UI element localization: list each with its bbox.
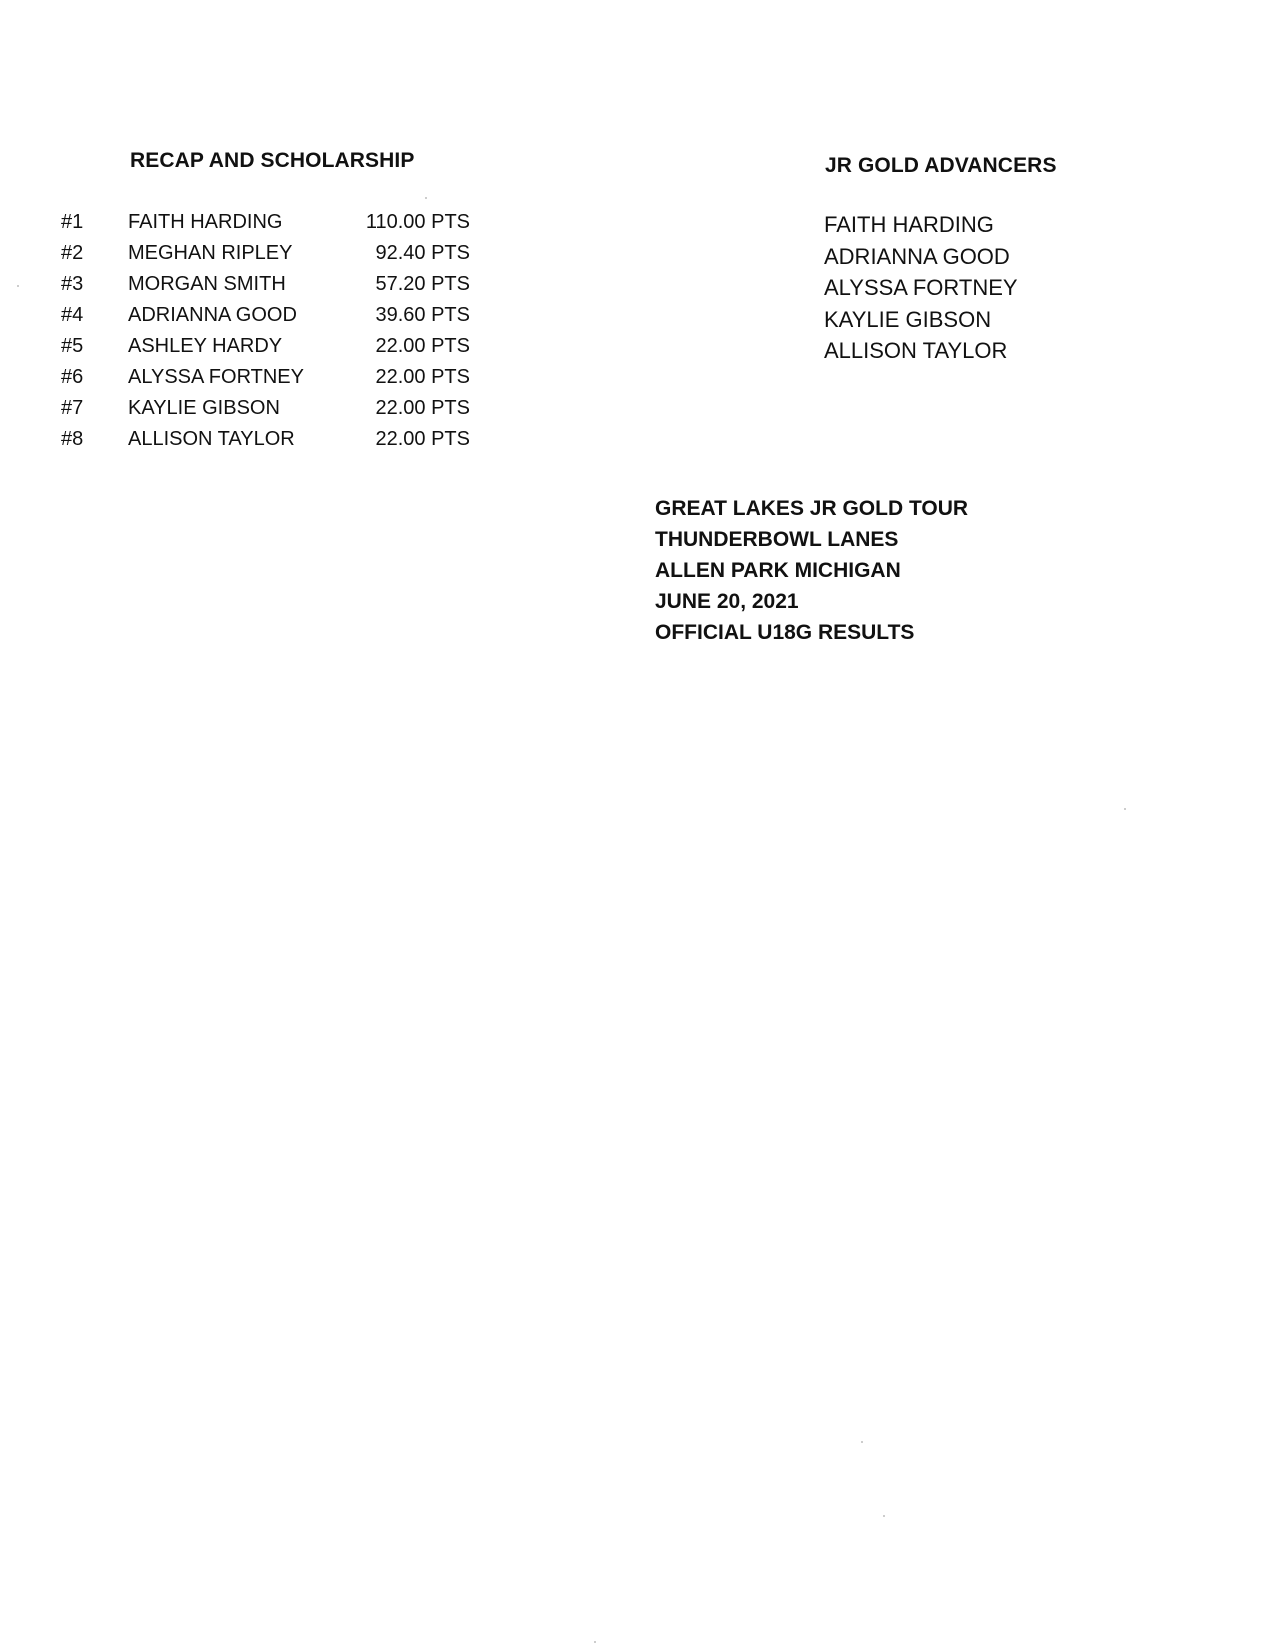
- advancer-name: ALLISON TAYLOR: [824, 338, 1008, 363]
- advancers-heading: JR GOLD ADVANCERS: [825, 154, 1057, 177]
- recap-row: [0, 397, 470, 425]
- points: 57.20 PTS: [375, 273, 470, 295]
- points: 22.00 PTS: [375, 397, 470, 419]
- recap-row: [0, 242, 470, 270]
- advancer-name: ADRIANNA GOOD: [824, 243, 1010, 269]
- rank: #8: [61, 428, 84, 450]
- bowler-name: FAITH HARDING: [128, 211, 283, 233]
- scan-speck: [425, 197, 427, 199]
- bowler-name: ASHLEY HARDY: [128, 335, 283, 357]
- rank: #4: [61, 304, 84, 326]
- rank: #5: [61, 335, 84, 357]
- points: 22.00 PTS: [375, 428, 470, 450]
- recap-row: [0, 304, 470, 332]
- rank: #1: [61, 211, 84, 233]
- points: 92.40 PTS: [375, 242, 470, 264]
- points: 39.60 PTS: [375, 304, 470, 326]
- scan-speck: [883, 1515, 885, 1517]
- scan-speck: [594, 1641, 596, 1643]
- bowler-name: ADRIANNA GOOD: [128, 304, 297, 326]
- venue-location: ALLEN PARK MICHIGAN: [655, 559, 901, 582]
- venue-name: THUNDERBOWL LANES: [655, 528, 899, 551]
- bowler-name: KAYLIE GIBSON: [128, 397, 280, 419]
- recap-row: [0, 428, 470, 456]
- points: 22.00 PTS: [375, 335, 470, 357]
- scan-speck: [1124, 808, 1126, 810]
- rank: #2: [61, 242, 84, 264]
- advancer-name: FAITH HARDING: [824, 212, 994, 237]
- bowler-name: MEGHAN RIPLEY: [128, 242, 293, 264]
- recap-row: [0, 366, 470, 394]
- results-division: OFFICIAL U18G RESULTS: [655, 621, 915, 644]
- recap-row: [0, 335, 470, 363]
- event-info: [655, 493, 968, 648]
- points: 22.00 PTS: [375, 366, 470, 388]
- bowler-name: MORGAN SMITH: [128, 273, 286, 295]
- bowler-name: ALYSSA FORTNEY: [128, 366, 304, 388]
- scan-speck: [861, 1441, 863, 1443]
- advancer-list: [824, 212, 1018, 370]
- recap-row: [0, 211, 470, 239]
- tour-name: GREAT LAKES JR GOLD TOUR: [655, 497, 969, 520]
- rank: #7: [61, 397, 84, 419]
- rank: #6: [61, 366, 84, 388]
- scan-speck: [17, 285, 19, 287]
- advancer-name: KAYLIE GIBSON: [824, 306, 992, 332]
- recap-row: [0, 273, 470, 301]
- bowler-name: ALLISON TAYLOR: [128, 428, 295, 450]
- advancer-name: ALYSSA FORTNEY: [824, 275, 1018, 300]
- rank: #3: [61, 273, 84, 295]
- points: 110.00 PTS: [365, 211, 470, 233]
- recap-heading: RECAP AND SCHOLARSHIP: [130, 149, 415, 172]
- event-date: JUNE 20, 2021: [655, 590, 799, 613]
